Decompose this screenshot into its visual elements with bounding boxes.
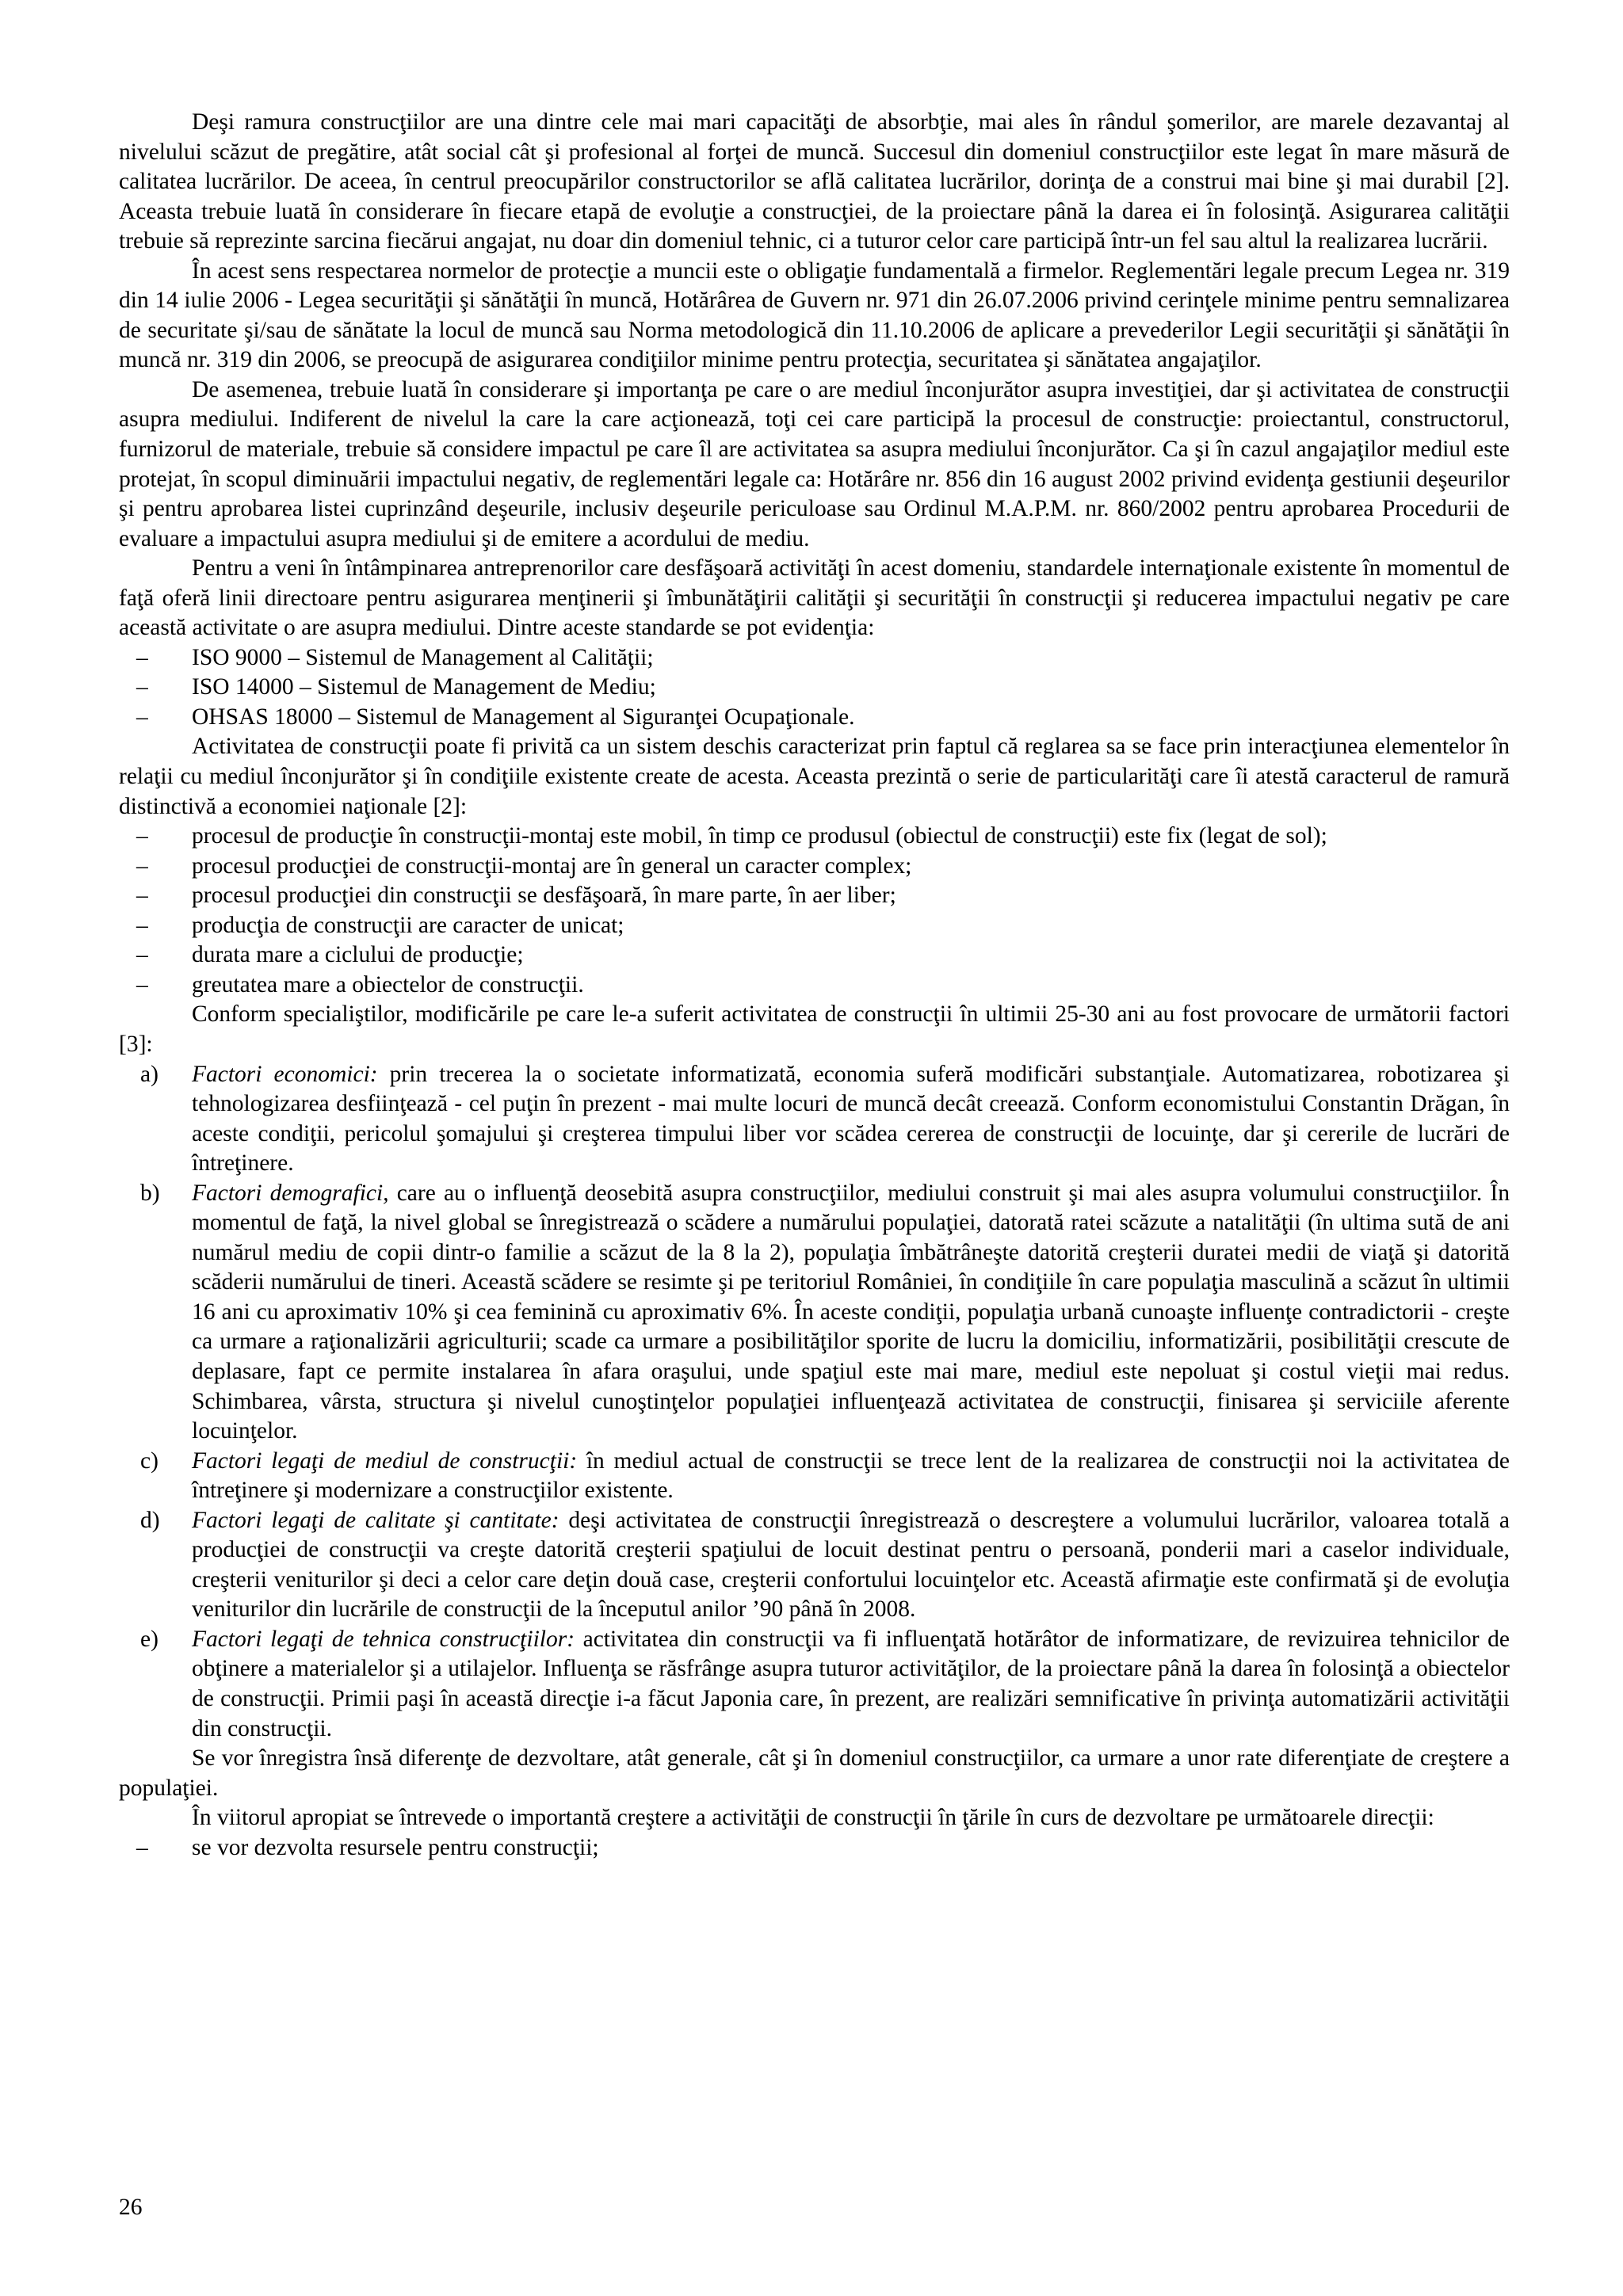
factor-text: activitatea din construcţii va fi influenţată hotărâtor de informatizare, de revizuirea tehnicilor de obţinere a materialelor şi a utilajelor. Influenţa se răsfrânge asupra tuturor activităţilor, de la proiectare până la darea în folosinţă a obiectelor de construcţii. Primii paşi în această direcţie i-a făcut Japonia care, în prezent, are realizări semnificative în privinţa automatizării activităţii din construcţii.: [192, 1626, 1510, 1741]
list-item-text: producţia de construcţii are caracter de unicat;: [192, 912, 624, 938]
dash-bullet: –: [136, 823, 148, 849]
particularities-list: [119, 822, 1510, 1000]
factor-heading: Factori legaţi de calitate şi cantitate:: [192, 1507, 559, 1533]
list-item-text: ISO 9000 – Sistemul de Management al Calităţii;: [192, 644, 654, 670]
list-marker: e): [140, 1626, 158, 1652]
paragraph: Deşi ramura construcţiilor are una dintre cele mai mari capacităţi de absorbţie, mai ales în rândul şomerilor, are marele dezavantaj al nivelului scăzut de pregătire, atât social cât şi profesional al forţei de muncă. Succesul din domeniul construcţiilor este legat în mare măsură de calitatea lucrărilor. De aceea, în centrul preocupărilor constructorilor se află calitatea lucrărilor, dorinţa de a construi mai bine şi mai durabil [2]. Aceasta trebuie luată în considerare în fiecare etapă de evoluţie a construcţiei, de la proiectare până la darea ei în folosinţă. Asigurarea calităţii trebuie să reprezinte sarcina fiecărui angajat, nu doar din domeniul tehnic, ci a tuturor celor care participă într-un fel sau altul la realizarea lucrării.: [119, 109, 1510, 254]
list-item: [119, 822, 1510, 852]
factor-text: în mediul actual de construcţii se trece lent de la realizarea de construcţii noi la activitatea de întreţinere şi modernizare a construcţiilor existente.: [192, 1447, 1510, 1504]
document-body: [119, 108, 1510, 1863]
factor-text: prin trecerea la o societate informatizată, economia suferă modificări substanţiale. Automatizarea, robotizarea şi tehnologizarea desfiinţează - cel puţin în prezent - mai multe locuri de muncă decât creează. Conform economistului Constantin Drăgan, în aceste condiţii, pericolul şomajului şi creşterea timpului liber vor scădea cererea de construcţii de locuinţe, dar şi cererile de lucrări de întreţinere.: [192, 1061, 1510, 1177]
paragraph: Se vor înregistra însă diferenţe de dezvoltare, atât generale, cât şi în domeniul construcţiilor, ca urmare a unor rate diferenţiate de creştere a populaţiei.: [119, 1745, 1510, 1801]
list-marker: d): [140, 1507, 160, 1533]
standards-list: [119, 643, 1510, 733]
list-item-text: durata mare a ciclului de producţie;: [192, 942, 524, 968]
list-item: [119, 971, 1510, 1001]
paragraph: Pentru a veni în întâmpinarea antreprenorilor care desfăşoară activităţi în acest domeniu, standardele internaţionale existente în momentul de faţă oferă linii directoare pentru asigurarea menţinerii şi îmbunătăţirii calităţii şi securităţii în construcţii şi reducerea impactului negativ pe care această activitate o are asupra mediului. Dintre aceste standarde se pot evidenţia:: [119, 555, 1510, 641]
list-item-text: procesul producţiei din construcţii se desfăşoară, în mare parte, în aer liber;: [192, 883, 896, 909]
dash-bullet: –: [136, 704, 148, 730]
list-item-text: procesul de producţie în construcţii-montaj este mobil, în timp ce produsul (obiectul de construcţii) este fix (legat de sol);: [192, 823, 1327, 849]
list-item: [119, 673, 1510, 703]
factor-heading: Factori legaţi de tehnica construcţiilor:: [192, 1626, 575, 1652]
dash-bullet: –: [136, 942, 148, 968]
paragraph: Activitatea de construcţii poate fi privită ca un sistem deschis caracterizat prin faptul că reglarea sa se face prin interacţiunea elementelor în relaţii cu mediul înconjurător şi în condiţiile existente create de acesta. Aceasta prezintă o serie de particularităţi care îi atestă caracterul de ramură distinctivă a economiei naţionale [2]:: [119, 734, 1510, 819]
dash-bullet: –: [136, 674, 148, 700]
factor-heading: Factori legaţi de mediul de construcţii:: [192, 1447, 578, 1474]
list-item: [119, 911, 1510, 941]
list-item-text: se vor dezvolta resursele pentru construcţii;: [192, 1834, 599, 1860]
list-item: [119, 852, 1510, 882]
list-item-text: ISO 14000 – Sistemul de Management de Mediu;: [192, 674, 656, 700]
factor-item: [119, 1625, 1510, 1744]
dash-bullet: –: [136, 852, 148, 879]
list-marker: b): [140, 1180, 160, 1206]
factors-list: [119, 1060, 1510, 1745]
list-marker: c): [140, 1447, 158, 1474]
list-item: [119, 940, 1510, 971]
factor-heading: Factori demografici,: [192, 1180, 389, 1206]
list-item: [119, 881, 1510, 911]
list-item-text: procesul producţiei de construcţii-montaj are în general un caracter complex;: [192, 852, 912, 879]
dash-bullet: –: [136, 644, 148, 670]
paragraph: În viitorul apropiat se întrevede o importantă creştere a activităţii de construcţii în ţările în curs de dezvoltare pe următoarele direcţii:: [192, 1805, 1434, 1831]
dash-bullet: –: [136, 912, 148, 938]
final-list: [119, 1833, 1510, 1863]
factor-item: [119, 1179, 1510, 1447]
dash-bullet: –: [136, 1834, 148, 1860]
list-item: [119, 1833, 1510, 1863]
list-item: [119, 643, 1510, 673]
list-marker: a): [140, 1061, 158, 1087]
list-item-text: OHSAS 18000 – Sistemul de Management al Siguranţei Ocupaţionale.: [192, 704, 855, 730]
paragraph: Conform specialiştilor, modificările pe care le-a suferit activitatea de construcţii în ultimii 25-30 ani au fost provocare de următorii factori [3]:: [119, 1001, 1510, 1057]
paragraph: În acest sens respectarea normelor de protecţie a muncii este o obligaţie fundamentală a firmelor. Reglementări legale precum Legea nr. 319 din 14 iulie 2006 - Legea securităţii şi sănătăţii în muncă, Hotărârea de Guvern nr. 971 din 26.07.2006 privind cerinţele minime pentru semnalizarea de securitate şi/sau de sănătate la locul de muncă sau Norma metodologică din 11.10.2006 de aplicare a prevederilor Legii securităţii şi sănătăţii în muncă nr. 319 din 2006, se preocupă de asigurarea condiţiilor minime pentru protecţia, securitatea şi sănătatea angajaţilor.: [119, 257, 1510, 373]
factor-item: [119, 1447, 1510, 1506]
factor-heading: Factori economici:: [192, 1061, 378, 1087]
factor-text: care au o influenţă deosebită asupra construcţiilor, mediului construit şi mai ales asupra volumului construcţiilor. În momentul de faţă, la nivel global se înregistrează o scădere a numărului populaţiei, datorată ratei scăzute a natalităţii (în ultima sută de ani numărul mediu de copii dintr-o familie a scăzut de la 8 la 2), populaţia îmbătrâneşte datorită creşterii duratei medii de viaţă şi datorită scăderii numărului de tineri. Această scădere se resimte şi pe teritoriul României, în condiţiile în care populaţia masculină a scăzut în ultimii 16 ani cu aproximativ 10% şi cea feminină cu aproximativ 6%. În aceste condiţii, populaţia urbană cunoaşte influenţe contradictorii - creşte ca urmare a raţionalizării agriculturii; scade ca urmare a posibilităţilor sporite de lucru la domiciliu, informatizării, posibilităţii crescute de deplasare, fapt ce permite instalarea în afara oraşului, unde spaţiul este mai mare, mediul este nepoluat şi costul vieţii mai redus. Schimbarea, vârsta, structura şi nivelul cunoştinţelor populaţiei influenţează activitatea de construcţii, finisarea şi serviciile aferente locuinţelor.: [192, 1180, 1510, 1444]
factor-item: [119, 1060, 1510, 1179]
factor-item: [119, 1506, 1510, 1625]
list-item: [119, 703, 1510, 733]
dash-bullet: –: [136, 883, 148, 909]
list-item-text: greutatea mare a obiectelor de construcţii.: [192, 971, 584, 997]
factor-text: deşi activitatea de construcţii înregistrează o descreştere a volumului lucrărilor, valoarea totală a producţiei de construcţii va creşte datorită creşterii spaţiului de locuit destinat pentru o persoană, ponderii mari a caselor individuale, creşterii veniturilor şi deci a celor care deţin două case, creşterii confortului locuinţelor etc. Această afirmaţie este confirmată şi de evoluţia veniturilor din lucrările de construcţii de la începutul anilor ’90 până în 2008.: [192, 1507, 1510, 1623]
dash-bullet: –: [136, 971, 148, 997]
page-number: 26: [119, 2195, 143, 2220]
paragraph: De asemenea, trebuie luată în considerare şi importanţa pe care o are mediul înconjurător asupra investiţiei, dar şi activitatea de construcţii asupra mediului. Indiferent de nivelul la care la care acţionează, toţi cei care participă la procesul de construcţie: proiectantul, constructorul, furnizorul de materiale, trebuie să considere impactul pe care îl are activitatea sa asupra mediului înconjurător. Ca şi în cazul angajaţilor mediul este protejat, în scopul diminuării impactului negativ, de reglementări legale ca: Hotărâre nr. 856 din 16 august 2002 privind evidenţa gestiunii deşeurilor şi pentru aprobarea listei cuprinzând deşeurile, inclusiv deşeurile periculoase sau Ordinul M.A.P.M. nr. 860/2002 pentru aprobarea Procedurii de evaluare a impactului asupra mediului şi de emitere a acordului de mediu.: [119, 376, 1510, 551]
